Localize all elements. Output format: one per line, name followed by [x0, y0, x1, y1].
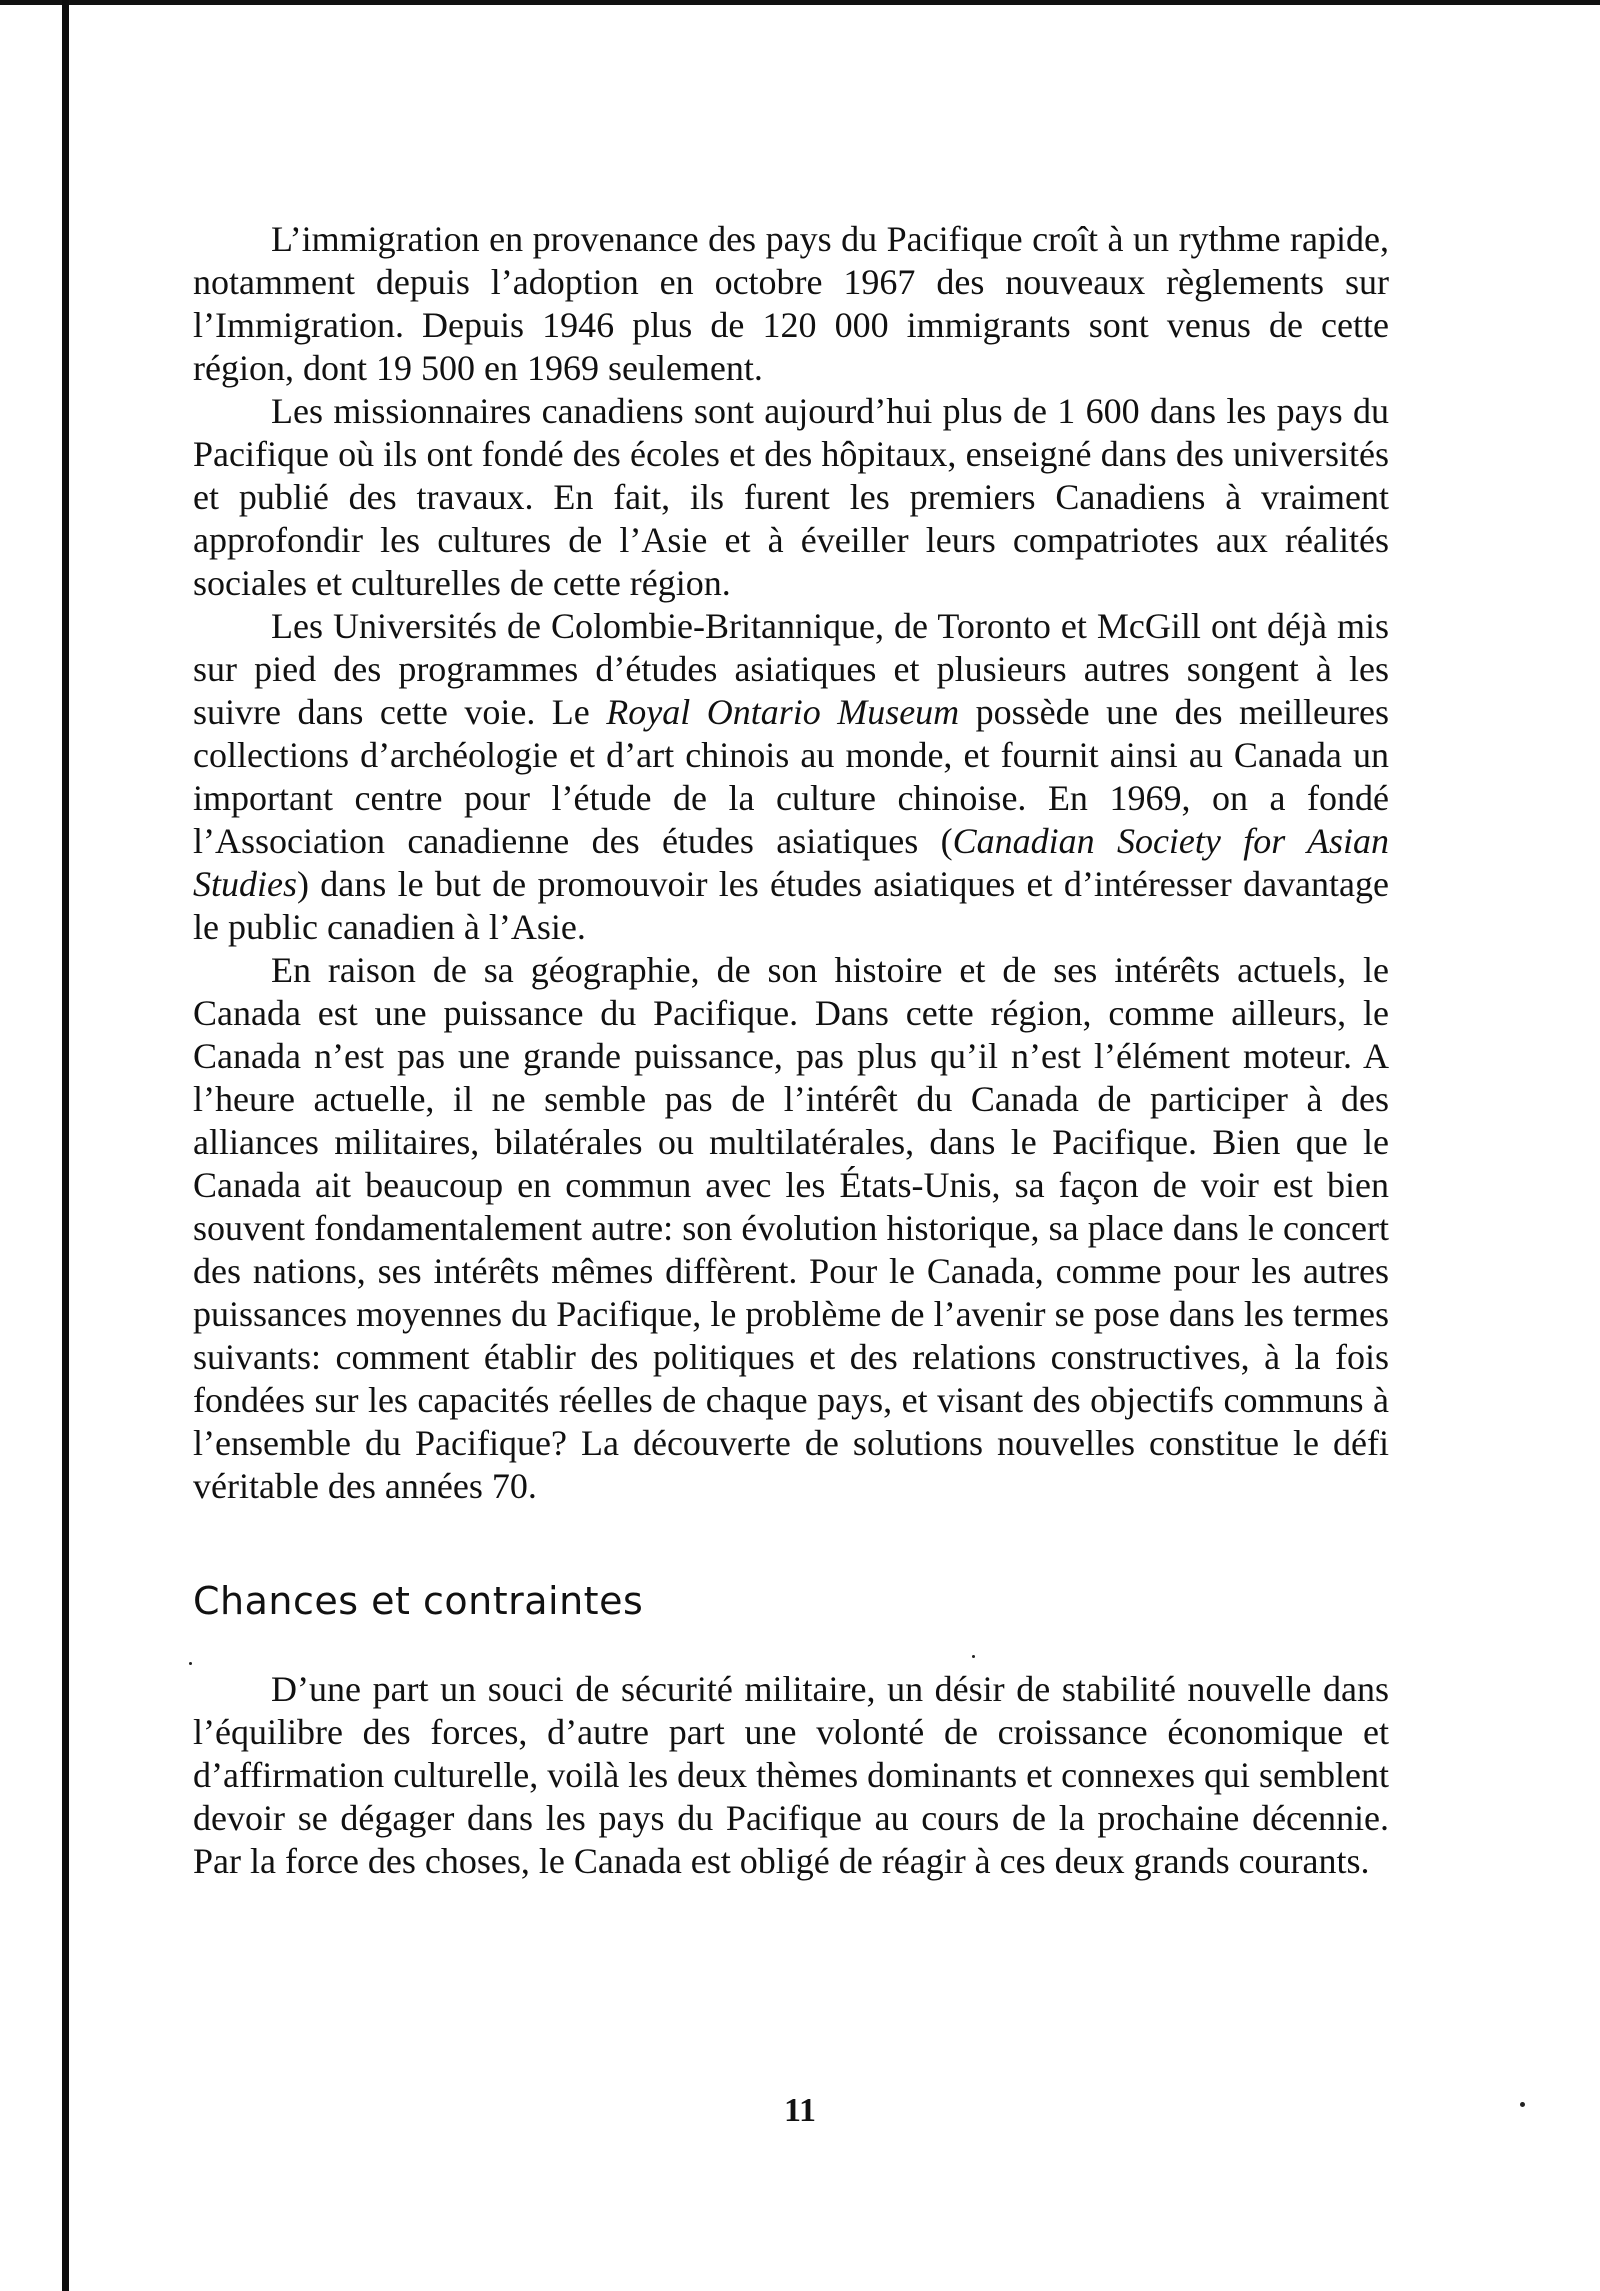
paragraph-universities: [193, 605, 1389, 949]
page-number: 11: [783, 2092, 817, 2129]
section-heading: Chances et contraintes: [193, 1579, 644, 1623]
paragraph-universities-text-3: ) dans le but de promouvoir les études asiatiques et d’intéresser davantage le public canadien à l’Asie.: [193, 864, 1389, 947]
paragraph-pacific-power: En raison de sa géographie, de son histoire et de ses intérêts actuels, le Canada est une puissance du Pacifique. Dans cette région, comme ailleurs, le Canada n’est pas une grande puissance, pas plus qu’il n’est l’élément moteur. A l’heure actuelle, il ne semble pas de l’intérêt du Canada de participer à des alliances militaires, bilatérales ou multilatérales, dans le Pacifique. Bien que le Canada ait beaucoup en commun avec les États-Unis, sa façon de voir est bien souvent fondamentalement autre: son évolution historique, sa place dans le concert des nations, ses intérêts mêmes diffèrent. Pour le Canada, comme pour les autres puissances moyennes du Pacifique, le problème de l’avenir se pose dans les termes suivants: comment établir des politiques et des relations constructives, à la fois fondées sur les capacités réelles de chaque pays, et visant des objectifs communs à l’ensemble du Pacifique? La découverte de solutions nouvelles constitue le défi véritable des années 70.: [193, 950, 1389, 1506]
scan-speck: [189, 1662, 192, 1665]
page-body: [193, 218, 1389, 1883]
asian-studies-society-title: Canadian Society for Asian Studies: [193, 821, 1389, 904]
royal-ontario-museum-title: Royal Ontario Museum: [606, 692, 960, 732]
paragraph-missionaries: Les missionnaires canadiens sont aujourd’hui plus de 1 600 dans les pays du Pacifique où ils ont fondé des écoles et des hôpitaux, enseigné dans des universités et publié des travaux. En fait, ils furent les premiers Canadiens à vraiment approfondir les cultures de l’Asie et à éveiller leurs compatriotes aux réalités sociales et culturelles de cette région.: [193, 391, 1389, 603]
paragraph-universities-text-2: possède une des meilleures collections d’archéologie et d’art chinois au monde, et fournit ainsi au Canada un important centre pour l’étude de la culture chinoise. En 1969, on a fondé l’Association canadienne des études asiatiques (: [193, 692, 1389, 861]
paragraph-immigration: L’immigration en provenance des pays du Pacifique croît à un rythme rapide, notamment depuis l’adoption en octobre 1967 des nouveaux règlements sur l’Immigration. Depuis 1946 plus de 120 000 immigrants sont venus de cette région, dont 19 500 en 1969 seulement.: [193, 219, 1389, 388]
paragraph-universities-text-1: Les Universités de Colombie-Britannique, de Toronto et McGill ont déjà mis sur pied des programmes d’études asiatiques et plusieurs autres songent à les suivre dans cette voie. Le: [193, 606, 1389, 732]
paragraph-chances: D’une part un souci de sécurité militaire, un désir de stabilité nouvelle dans l’équilibre des forces, d’autre part une volonté de croissance économique et d’affirmation culturelle, voilà les deux thèmes dominants et connexes qui semblent devoir se dégager dans les pays du Pacifique au cours de la prochaine décennie. Par la force des choses, le Canada est obligé de réagir à ces deux grands courants.: [193, 1669, 1390, 1881]
scan-binding-edge: [62, 0, 69, 2291]
scan-top-border: [0, 0, 1600, 5]
